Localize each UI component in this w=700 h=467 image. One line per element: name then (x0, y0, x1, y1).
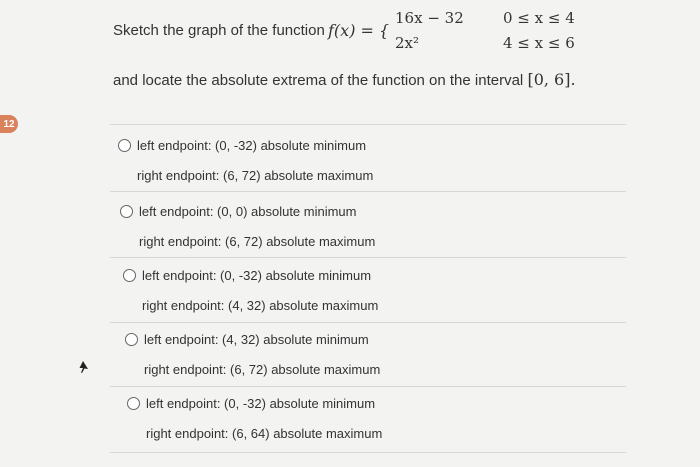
question-number-badge: 12 (0, 115, 18, 133)
option-line2: right endpoint: (6, 72) absolute maximum (139, 234, 376, 249)
radio-button[interactable] (127, 397, 140, 410)
divider (110, 322, 626, 323)
question-line2 (113, 70, 576, 89)
radio-button[interactable] (125, 333, 138, 346)
option-line2: right endpoint: (6, 72) absolute maximum (144, 362, 381, 377)
radio-button[interactable] (118, 139, 131, 152)
function-lhs: f(x) = { (328, 21, 390, 40)
piece1-condition: 0 ≤ x ≤ 4 (503, 9, 575, 27)
piece1-expression: 16x − 32 (395, 9, 464, 27)
interval: [0, 6]. (527, 70, 576, 89)
piece2-condition: 4 ≤ x ≤ 6 (503, 34, 575, 52)
option-line1: left endpoint: (4, 32) absolute minimum (144, 332, 369, 347)
radio-button[interactable] (120, 205, 133, 218)
divider (110, 452, 626, 453)
divider (110, 124, 626, 125)
question-prompt (113, 22, 325, 39)
question-prefix: Sketch the graph of the function (113, 22, 325, 39)
divider (110, 386, 626, 387)
option-line1: left endpoint: (0, -32) absolute minimum (146, 396, 376, 411)
divider (110, 257, 626, 258)
option-line2: right endpoint: (6, 72) absolute maximum (137, 168, 374, 183)
divider (110, 191, 626, 192)
mouse-cursor-icon (76, 360, 90, 374)
option-line1: left endpoint: (0, -32) absolute minimum (142, 268, 372, 283)
radio-button[interactable] (123, 269, 136, 282)
option-line1: left endpoint: (0, -32) absolute minimum (137, 138, 367, 153)
piece2-expression: 2x² (395, 34, 420, 52)
option-line2: right endpoint: (4, 32) absolute maximum (142, 298, 379, 313)
option-line2: right endpoint: (6, 64) absolute maximum (146, 426, 383, 441)
option-line1: left endpoint: (0, 0) absolute minimum (139, 204, 357, 219)
question-line2-text: and locate the absolute extrema of the function on the interval (113, 72, 524, 89)
